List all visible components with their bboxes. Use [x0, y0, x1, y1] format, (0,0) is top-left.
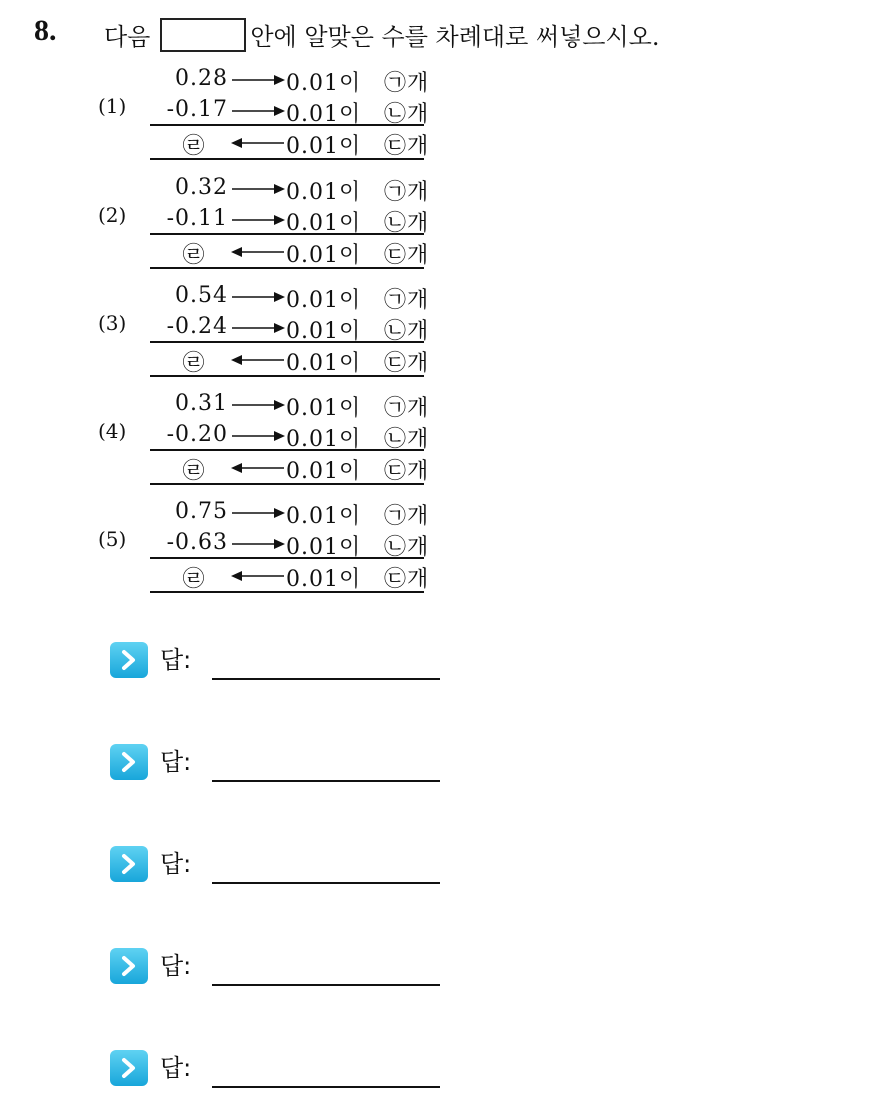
count-label: ㉢개: [384, 134, 430, 159]
underline: [150, 233, 424, 235]
subtraction-row-top: [150, 283, 430, 313]
result-placeholder: ㉣: [182, 243, 206, 268]
underline: [150, 483, 424, 485]
problem-label: (1): [98, 94, 127, 118]
unit-text: 0.01이: [286, 71, 362, 96]
problem-label: (5): [98, 527, 127, 551]
left-arrow-icon: [230, 458, 286, 478]
count-label: ㉠개: [384, 180, 430, 205]
right-arrow-icon: [230, 534, 286, 554]
problem-3: [98, 283, 438, 383]
question-stem: [104, 17, 659, 52]
answer-label: 답:: [160, 952, 192, 980]
bottom-number: -0.20: [166, 422, 228, 447]
unit-text: 0.01이: [286, 211, 362, 236]
unit-text: 0.01이: [286, 134, 362, 159]
count-label: ㉡개: [384, 427, 430, 452]
chevron-right-icon: [110, 1050, 148, 1086]
bottom-number: -0.17: [166, 97, 228, 122]
right-arrow-icon: [230, 287, 286, 307]
count-label: ㉡개: [384, 319, 430, 344]
subtraction-row-top: [150, 175, 430, 205]
subtraction-row-bottom: [150, 314, 430, 344]
bottom-number: -0.63: [166, 530, 228, 555]
bottom-number: -0.24: [166, 314, 228, 339]
result-placeholder: ㉣: [182, 351, 206, 376]
count-label: ㉠개: [384, 288, 430, 313]
top-number: 0.31: [175, 391, 228, 416]
chevron-right-icon: [110, 642, 148, 678]
count-label: ㉢개: [384, 351, 430, 376]
unit-text: 0.01이: [286, 396, 362, 421]
right-arrow-icon: [230, 318, 286, 338]
blank-box: [160, 18, 246, 52]
answer-field[interactable]: [212, 678, 440, 680]
count-label: ㉠개: [384, 71, 430, 96]
underline: [150, 375, 424, 377]
question-text-after: 안에 알맞은 수를 차례대로 써넣으시오.: [250, 23, 660, 51]
answer-row-4: [110, 942, 450, 986]
left-arrow-icon: [230, 566, 286, 586]
unit-text: 0.01이: [286, 288, 362, 313]
answer-row-5: [110, 1044, 450, 1088]
answer-label: 답:: [160, 850, 192, 878]
unit-text: 0.01이: [286, 567, 362, 592]
result-row: [150, 238, 430, 268]
underline: [150, 124, 424, 126]
right-arrow-icon: [230, 210, 286, 230]
problem-label: (2): [98, 203, 127, 227]
result-row: [150, 346, 430, 376]
result-placeholder: ㉣: [182, 459, 206, 484]
underline: [150, 591, 424, 593]
problem-2: [98, 175, 438, 275]
right-arrow-icon: [230, 503, 286, 523]
subtraction-row-top: [150, 66, 430, 96]
unit-text: 0.01이: [286, 427, 362, 452]
result-row: [150, 562, 430, 592]
underline: [150, 158, 424, 160]
right-arrow-icon: [230, 395, 286, 415]
unit-text: 0.01이: [286, 180, 362, 205]
bottom-number: -0.11: [166, 206, 228, 231]
subtraction-row-top: [150, 391, 430, 421]
result-row: [150, 454, 430, 484]
underline: [150, 267, 424, 269]
left-arrow-icon: [230, 133, 286, 153]
answer-label: 답:: [160, 646, 192, 674]
unit-text: 0.01이: [286, 102, 362, 127]
problem-1: [98, 66, 438, 166]
top-number: 0.32: [175, 175, 228, 200]
answer-label: 답:: [160, 748, 192, 776]
subtraction-row-bottom: [150, 97, 430, 127]
subtraction-row-bottom: [150, 530, 430, 560]
answer-row-1: [110, 636, 450, 680]
subtraction-row-bottom: [150, 422, 430, 452]
result-row: [150, 129, 430, 159]
right-arrow-icon: [230, 101, 286, 121]
count-label: ㉡개: [384, 211, 430, 236]
unit-text: 0.01이: [286, 243, 362, 268]
count-label: ㉢개: [384, 567, 430, 592]
question-number: 8.: [34, 14, 57, 47]
underline: [150, 449, 424, 451]
unit-text: 0.01이: [286, 351, 362, 376]
top-number: 0.28: [175, 66, 228, 91]
unit-text: 0.01이: [286, 319, 362, 344]
unit-text: 0.01이: [286, 459, 362, 484]
problem-5: [98, 499, 438, 599]
count-label: ㉡개: [384, 102, 430, 127]
problem-label: (4): [98, 419, 127, 443]
answer-field[interactable]: [212, 1086, 440, 1088]
chevron-right-icon: [110, 744, 148, 780]
answer-field[interactable]: [212, 984, 440, 986]
answer-label: 답:: [160, 1054, 192, 1082]
answer-row-2: [110, 738, 450, 782]
count-label: ㉠개: [384, 504, 430, 529]
underline: [150, 557, 424, 559]
top-number: 0.75: [175, 499, 228, 524]
right-arrow-icon: [230, 179, 286, 199]
right-arrow-icon: [230, 70, 286, 90]
problem-label: (3): [98, 311, 127, 335]
right-arrow-icon: [230, 426, 286, 446]
problem-4: [98, 391, 438, 491]
answer-field[interactable]: [212, 780, 440, 782]
count-label: ㉡개: [384, 535, 430, 560]
count-label: ㉢개: [384, 459, 430, 484]
result-placeholder: ㉣: [182, 567, 206, 592]
left-arrow-icon: [230, 350, 286, 370]
question-text-before: 다음: [104, 23, 151, 51]
count-label: ㉠개: [384, 396, 430, 421]
chevron-right-icon: [110, 846, 148, 882]
subtraction-row-bottom: [150, 206, 430, 236]
unit-text: 0.01이: [286, 535, 362, 560]
chevron-right-icon: [110, 948, 148, 984]
subtraction-row-top: [150, 499, 430, 529]
left-arrow-icon: [230, 242, 286, 262]
count-label: ㉢개: [384, 243, 430, 268]
answer-row-3: [110, 840, 450, 884]
unit-text: 0.01이: [286, 504, 362, 529]
underline: [150, 341, 424, 343]
top-number: 0.54: [175, 283, 228, 308]
result-placeholder: ㉣: [182, 134, 206, 159]
answer-field[interactable]: [212, 882, 440, 884]
